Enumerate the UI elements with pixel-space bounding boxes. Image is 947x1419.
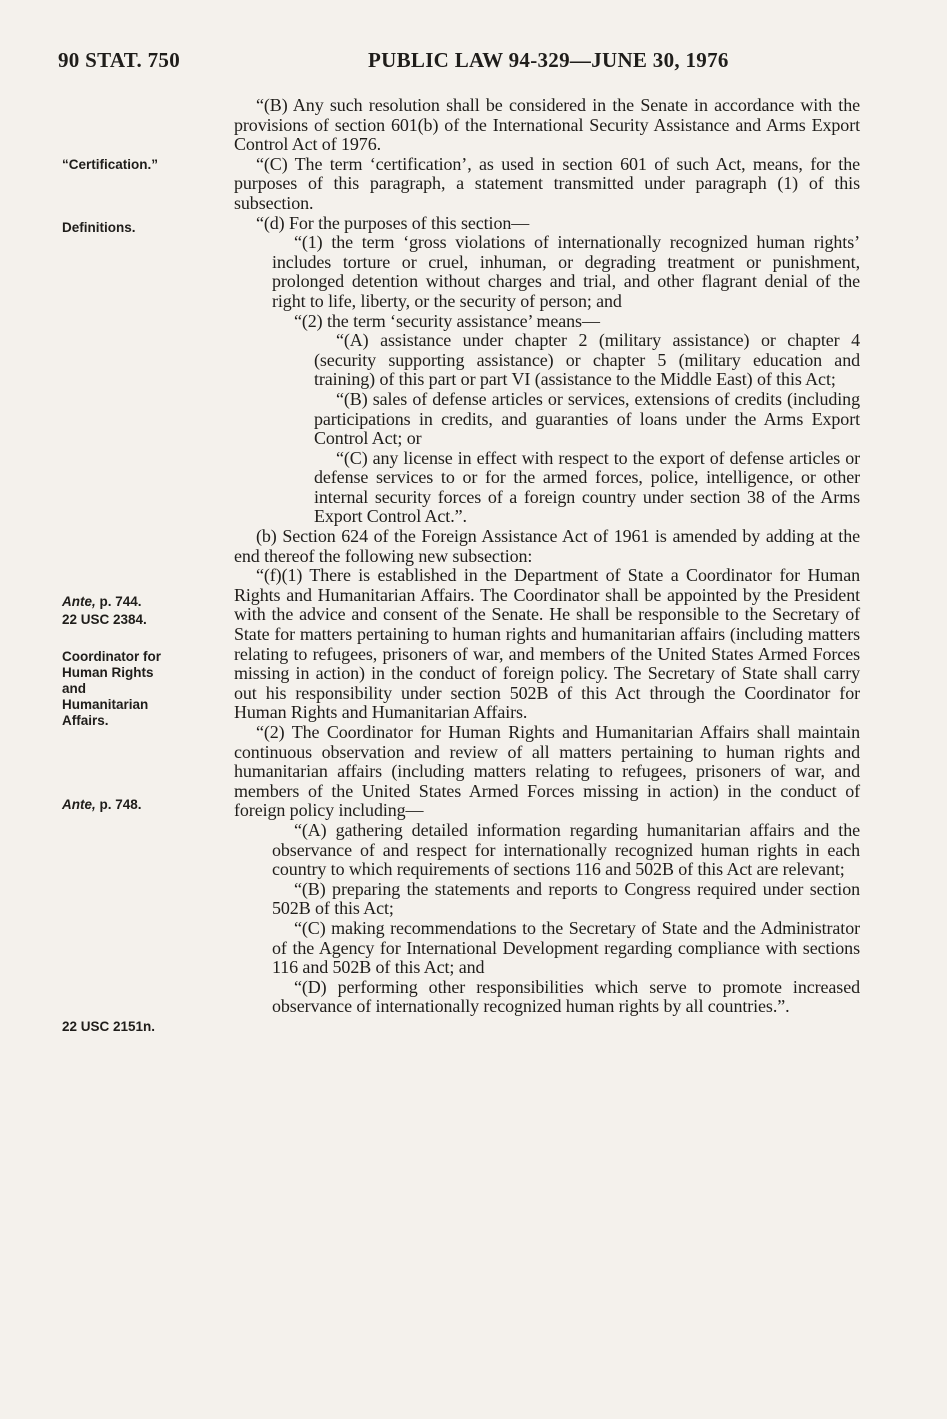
paragraph-f2b: “(B) preparing the statements and reports to Congress required under section 502B of this Act; — [272, 878, 860, 919]
ante-page: p. 744. — [95, 594, 142, 609]
paragraph-d2b: “(B) sales of defense articles or services, extensions of credits (including participations in credits, and guaranties of loans under the Arms Export Control Act; or — [314, 388, 860, 449]
paragraph-d-purposes: “(d) For the purposes of this section— — [256, 212, 530, 233]
coordinator-line: Affairs. — [62, 713, 109, 728]
paragraph-section-624: (b) Section 624 of the Foreign Assistance Act of 1961 is amended by adding at the end thereof the following new subsection: — [234, 526, 860, 566]
paragraph-c-certification: “(C) The term ‘certification’, as used in section 601 of such Act, means, for the purposes of this paragraph, a statement transmitted under paragraph (1) of this subsection. — [234, 153, 860, 213]
margin-note-definitions: Definitions. — [62, 220, 136, 235]
paragraph-f1-coordinator: “(f)(1) There is established in the Department of State a Coordinator for Human Rights and Humanitarian Affairs. The Coordinator shall be appointed by the President with the advice and consent of the Senate. He shall be responsible to the Secretary of State for matters pertaining to human rights and humanitarian affairs (including matters relating to refugees, prisoners of war, and members of the United States Armed Forces missing in action) in the conduct of foreign policy. The Secretary of State shall carry out his responsibility under section 502B of this Act through the Coordinator for Human Rights and Humanitarian Affairs. — [234, 565, 860, 723]
coordinator-line: and — [62, 681, 87, 696]
coordinator-line: Coordinator for — [62, 649, 161, 664]
coordinator-line: Human Rights — [62, 665, 154, 680]
paragraph-d1-gross-violations: “(1) the term ‘gross violations of internationally recognized human rights’ includes torture or cruel, inhuman, or degrading treatment or punishment, prolonged detention without charges and trial, and other flagrant denial of the right to life, liberty, or the security of person; and — [272, 232, 860, 311]
paragraph-f2a: “(A) gathering detailed information regarding humanitarian affairs and the observance of and respect for internationally recognized human rights in each country to which requirements of sections 116 and 502B of this Act are relevant; — [272, 819, 860, 880]
paragraph-f2-coordinator-duties: “(2) The Coordinator for Human Rights and Humanitarian Affairs shall maintain continuous observation and review of all matters pertaining to human rights and humanitarian affairs (including matters relating to refugees, prisoners of war, and members of the United States Armed Forces missing in action) in the conduct of foreign policy including— — [234, 722, 860, 821]
page-header — [58, 48, 878, 78]
paragraph-d2c: “(C) any license in effect with respect to the export of defense articles or defense services to or for the armed forces, police, intelligence, or other internal security forces of a foreign country under section 38 of the Arms Export Control Act.”. — [314, 447, 860, 527]
margin-note-usc-2384: 22 USC 2384. — [62, 612, 147, 627]
ante-page: p. 748. — [95, 797, 142, 812]
page-title: PUBLIC LAW 94-329—JUNE 30, 1976 — [368, 48, 729, 72]
margin-note-certification: “Certification.” — [62, 157, 159, 172]
paragraph-f2c: “(C) making recommendations to the Secretary of State and the Administrator of the Agency for International Development regarding compliance with sections 116 and 502B of this Act; and — [272, 917, 860, 978]
coordinator-line: Humanitarian — [62, 697, 149, 712]
margin-note-coordinator — [62, 649, 227, 729]
paragraph-f2d: “(D) performing other responsibilities which serve to promote increased observance of internationally recognized human rights by all countries.”. — [272, 976, 860, 1017]
margin-note-ante-748 — [62, 797, 227, 813]
ante-italic: Ante, — [62, 797, 96, 812]
page-id: 90 STAT. 750 — [58, 48, 181, 72]
paragraph-d2-security-assistance: “(2) the term ‘security assistance’ means— — [294, 310, 600, 331]
margin-note-ante-744 — [62, 594, 227, 610]
paragraph-d2a: “(A) assistance under chapter 2 (military assistance) or chapter 4 (security supporting assistance) or chapter 5 (military education and training) of this part or part VI (assistance to the Middle East) of this Act; — [314, 330, 860, 390]
paragraph-b-resolution: “(B) Any such resolution shall be considered in the Senate in accordance with the provisions of section 601(b) of the International Security Assistance and Arms Export Control Act of 1976. — [234, 95, 860, 155]
ante-italic: Ante, — [62, 594, 96, 609]
statute-body — [234, 96, 860, 1017]
margin-note-usc-2151n: 22 USC 2151n. — [62, 1019, 156, 1034]
